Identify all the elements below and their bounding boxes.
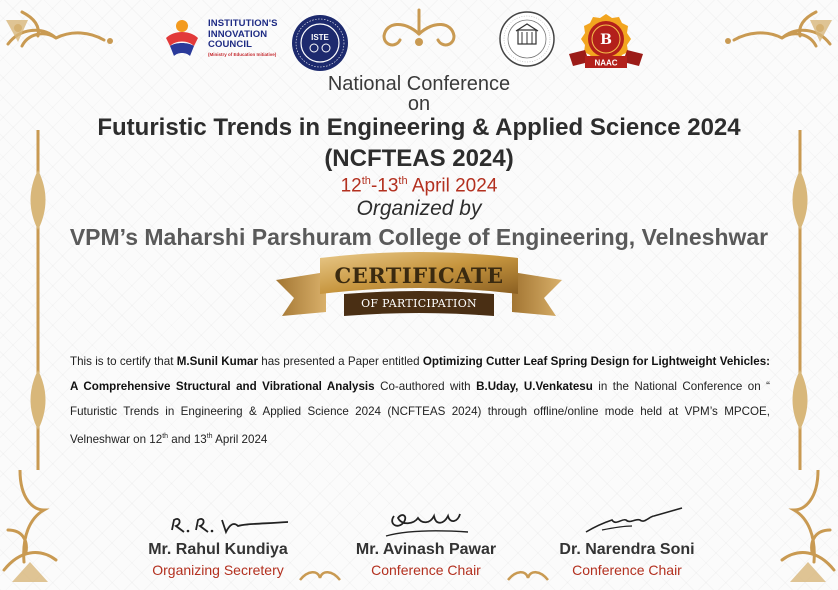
recipient-name: M.Sunil Kumar <box>176 355 258 368</box>
signatory-1-name: Mr. Rahul Kundiya <box>148 541 288 558</box>
conference-on: on <box>407 93 431 115</box>
signatory-2-role: Conference Chair <box>371 562 481 578</box>
college-name: VPM’s Maharshi Parshuram College of Engineering, Velneshwar <box>69 224 769 250</box>
iic-line2: INNOVATION <box>208 28 268 40</box>
iic-subtitle: (Ministry of Education Initiative) <box>208 52 277 57</box>
certificate-subtitle: OF PARTICIPATION <box>361 297 477 310</box>
certificate-title: CERTIFICATE <box>334 263 504 288</box>
naac-grade: B <box>600 32 612 48</box>
top-center-scroll-ornament-icon <box>374 6 464 52</box>
signature-1-image <box>160 502 300 540</box>
signatory-3-role: Conference Chair <box>572 562 682 578</box>
corner-ornament-top-right-icon <box>708 0 838 70</box>
conference-date: 12th-13th April 2024 <box>340 175 498 197</box>
signature-3-image <box>572 502 692 538</box>
naac-badge-logo <box>565 12 647 72</box>
coauthors: B.Uday, U.Venkatesu <box>476 380 593 393</box>
certificate-body: This is to certify that M.Sunil Kumar has presented a Paper entitled Optimizing Cutter Leaf Spring Design for Lightweight Vehicles: A Comprehensive Structural and Vibrational Analysis Co-authored with B.Uday, U.Venkatesu in the National Conference on “ Futuristic Trends in Engineering & Applied Science 2024 (NCFTEAS 2024) through offline/online mode held at VPM’s MPCOE, Velneshwar on 12th and 13th April 2024 <box>70 355 771 446</box>
iic-line3: COUNCIL <box>208 39 252 50</box>
organized-by: Organized by <box>356 197 482 220</box>
signatory-2-name: Mr. Avinash Pawar <box>355 541 497 558</box>
corner-ornament-bottom-left-icon <box>0 470 100 590</box>
signatory-3-name: Dr. Narendra Soni <box>559 541 695 558</box>
paper-title: Optimizing Cutter Leaf Spring Design for Lightweight Vehicles: A Comprehensive Structural and Vibrational Analysis <box>70 355 770 393</box>
conference-acronym: (NCFTEAS 2024) <box>324 145 514 172</box>
college-emblem-logo <box>498 10 556 68</box>
signature-2-image <box>378 502 478 542</box>
conference-title: Futuristic Trends in Engineering & Applied Science 2024 <box>97 114 741 141</box>
iste-logo <box>290 13 350 73</box>
signatory-1-role: Organizing Secretery <box>152 562 284 578</box>
iic-line1: INSTITUTION'S <box>208 18 278 29</box>
certificate-ribbon-banner <box>268 250 570 328</box>
iste-logo-text: ISTE <box>311 33 329 42</box>
iic-logo <box>160 14 282 64</box>
corner-ornament-bottom-right-icon <box>738 470 838 590</box>
naac-text: NAAC <box>594 58 618 68</box>
corner-ornament-top-left-icon <box>0 0 130 70</box>
iic-emblem-icon <box>160 16 204 60</box>
conference-heading: National Conference <box>327 73 511 95</box>
